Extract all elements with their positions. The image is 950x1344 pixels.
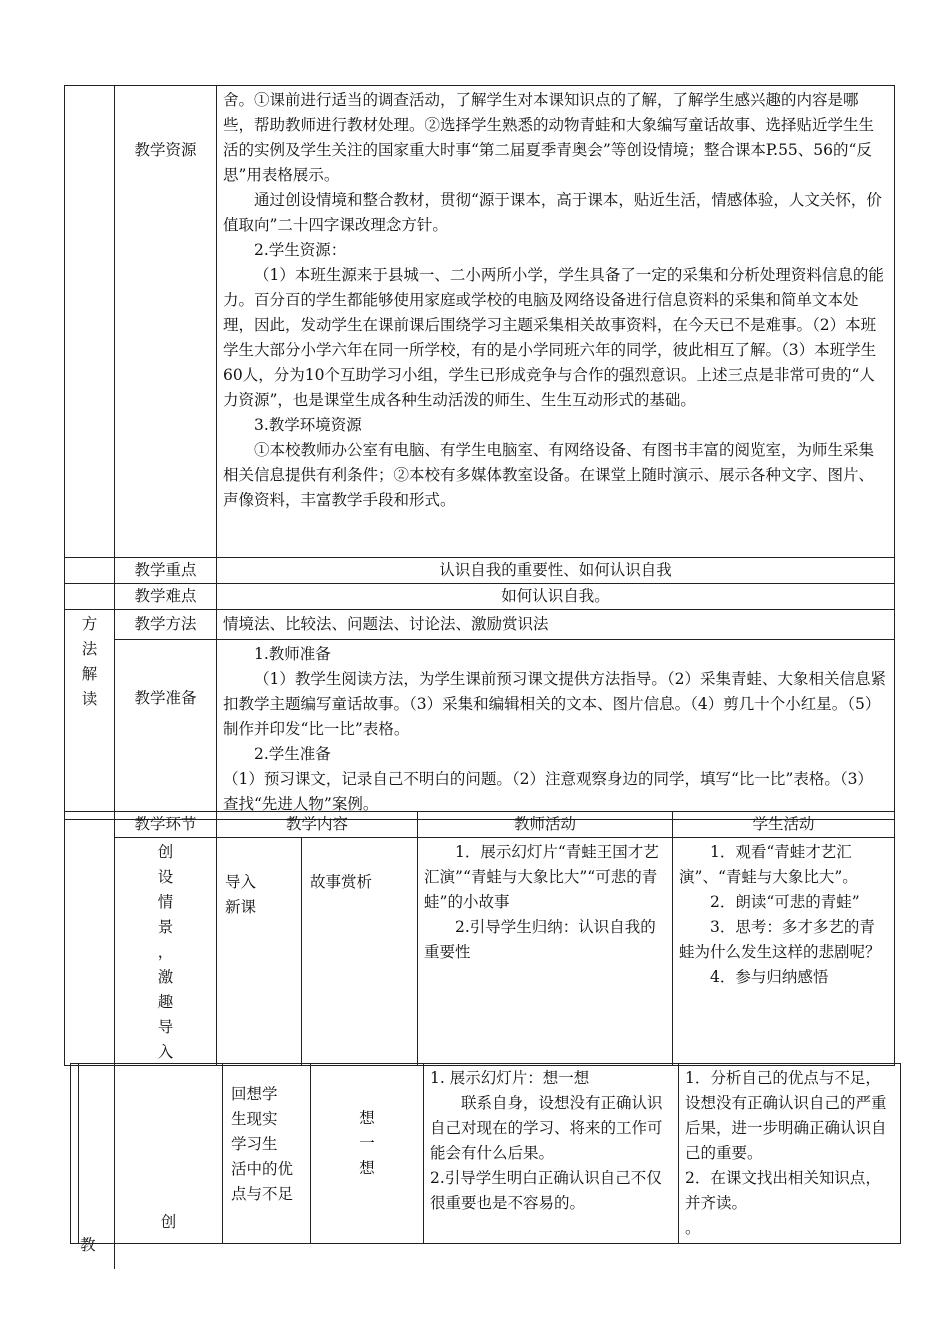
section-label-teach: 教 — [80, 1236, 96, 1254]
content-intro: 导入 新课 — [217, 838, 302, 1066]
student-think-1: 1．分析自己的优点与不足，设想没有正确认识自己的严重后果，进一步明确正确认识自己的重要。 — [685, 1069, 887, 1162]
difficulty-value: 如何认识自我。 — [217, 584, 895, 610]
student-think-2: 2．在课文找出相关知识点，并齐读。 — [685, 1169, 881, 1212]
student-activity-1: 1．观看“青蛙才艺汇演”、“青蛙与大象比大”。 — [679, 843, 858, 886]
teacher-prep-heading: 1.教师准备 — [254, 645, 331, 663]
difficulty-label: 教学难点 — [115, 584, 217, 610]
student-activity-intro — [673, 838, 895, 1066]
header-step: 教学环节 — [115, 812, 217, 838]
resources-content — [217, 86, 895, 558]
process-section-cell — [65, 812, 115, 1066]
environment-resources-heading: 3.教学环境资源 — [254, 416, 362, 434]
teacher-activity-1: 1．展示幻灯片“青蛙王国才艺汇演”“青蛙与大象比大”“可悲的青蛙”的小故事 — [424, 843, 659, 911]
stage-label-think: 创 — [115, 1064, 223, 1244]
method-value: 情境法、比较法、问题法、讨论法、激励赏识法 — [217, 610, 895, 640]
student-activity-3: 3．思考：多才多艺的青蛙为什么发生这样的悲剧呢？ — [679, 918, 881, 961]
student-activity-think — [679, 1064, 901, 1244]
content-think: 想 一 想 — [311, 1064, 424, 1244]
section-cell-empty — [65, 86, 115, 558]
process-table-lower — [70, 1063, 901, 1244]
method-label: 教学方法 — [115, 610, 217, 640]
resources-paragraph-3: （1）本班生源来于县城一、二小两所小学，学生具备了一定的采集和分析处理资料信息的能力。百分百的学生都能够使用家庭或学校的电脑及网络设备进行信息资料的采集和简单文本处理，因此，发动学生在课前课后围绕学习主题采集相关故事资料，在今天已不是难事。（2）本班学生大部分小学六年在同一所学校，有的是小学同班六年的同学，彼此相互了解。（3）本班学生60人，分为10个互助学习小组，学生已形成竞争与合作的强烈意识。上述三点是非常可贵的“人力资源”，也是课堂生成各种生动活泼的师生、生生互动形式的基础。 — [223, 266, 884, 409]
key-points-label: 教学重点 — [115, 558, 217, 584]
student-activity-2: 2．朗读“可悲的青蛙” — [710, 893, 860, 911]
student-prep-text: （1）预习课文，记录自己不明白的问题。（2）注意观察身边的同学，填写“比一比”表格。（3）查找“先进人物”案例。 — [223, 770, 873, 813]
teacher-think-1: 1. 展示幻灯片：想一想 — [430, 1069, 590, 1087]
section-cell-empty — [65, 584, 115, 610]
prep-label: 教学准备 — [115, 640, 217, 820]
student-prep-heading: 2.学生准备 — [254, 745, 331, 763]
stage-label-intro: 创 设 情 景 ， 激 趣 导 入 — [115, 838, 217, 1066]
prep-content — [217, 640, 895, 820]
resources-paragraph-2: 通过创设情境和整合教材，贯彻“源于课本，高于课本，贴近生活，情感体验，人文关怀，价值取向”二十四字课改理念方针。 — [223, 191, 882, 234]
header-content: 教学内容 — [217, 812, 418, 838]
continuation-line — [114, 1239, 115, 1269]
teacher-activity-think — [424, 1064, 679, 1244]
student-activity-4: 4．参与归纳感悟 — [710, 968, 829, 986]
method-section-label: 方 法 解 读 — [65, 610, 115, 820]
content-recall: 回想学 生现实 学习生 活中的优 点与不足 — [223, 1064, 311, 1244]
teacher-think-3: 2.引导学生明白正确认识自己不仅很重要也是不容易的。 — [430, 1169, 662, 1212]
header-teacher: 教师活动 — [418, 812, 673, 838]
resources-paragraph-1: 舍。①课前进行适当的调查活动，了解学生对本课知识点的了解，了解学生感兴趣的内容是哪些，帮助教师进行教材处理。②选择学生熟悉的动物青蛙和大象编写童话故事、选择贴近学生生活的实例及学生关注的国家重大时事“第二届夏季青奥会”等创设情境；整合课本P.55、56的“反思”用表格展示。 — [223, 91, 875, 184]
resources-label: 教学资源 — [115, 86, 217, 558]
header-student: 学生活动 — [673, 812, 895, 838]
section-cell-empty — [65, 558, 115, 584]
student-resources-heading: 2.学生资源： — [254, 241, 347, 259]
teacher-activity-2: 2.引导学生归纳：认识自我的重要性 — [424, 918, 656, 961]
key-points-value: 认识自我的重要性、如何认识自我 — [217, 558, 895, 584]
teacher-think-2: 联系自身，设想没有正确认识自己对现在的学习、将来的工作可能会有什么后果。 — [430, 1094, 663, 1162]
resources-paragraph-4: ①本校教师办公室有电脑、有学生电脑室、有网络设备、有图书丰富的阅览室，为师生采集相关信息提供有利条件；②本校有多媒体教室设备。在课堂上随时演示、展示各种文字、图片、声像资料，丰富教学手段和形式。 — [223, 441, 875, 509]
lesson-plan-table-top — [64, 85, 895, 820]
student-think-3: 。 — [685, 1219, 701, 1237]
section-cell-lower — [79, 1064, 115, 1244]
outer-margin-cell — [71, 1064, 79, 1244]
process-table — [64, 811, 895, 1066]
teacher-prep-text: （1）教学生阅读方法，为学生课前预习课文提供方法指导。（2）采集青蛙、大象相关信息紧扣教学主题编写童话故事。（3）采集和编辑相关的文本、图片信息。（4）剪几十个小红星。（5）制作并印发“比一比”表格。 — [223, 670, 886, 738]
content-story: 故事赏析 — [302, 838, 418, 1066]
teacher-activity-intro — [418, 838, 673, 1066]
